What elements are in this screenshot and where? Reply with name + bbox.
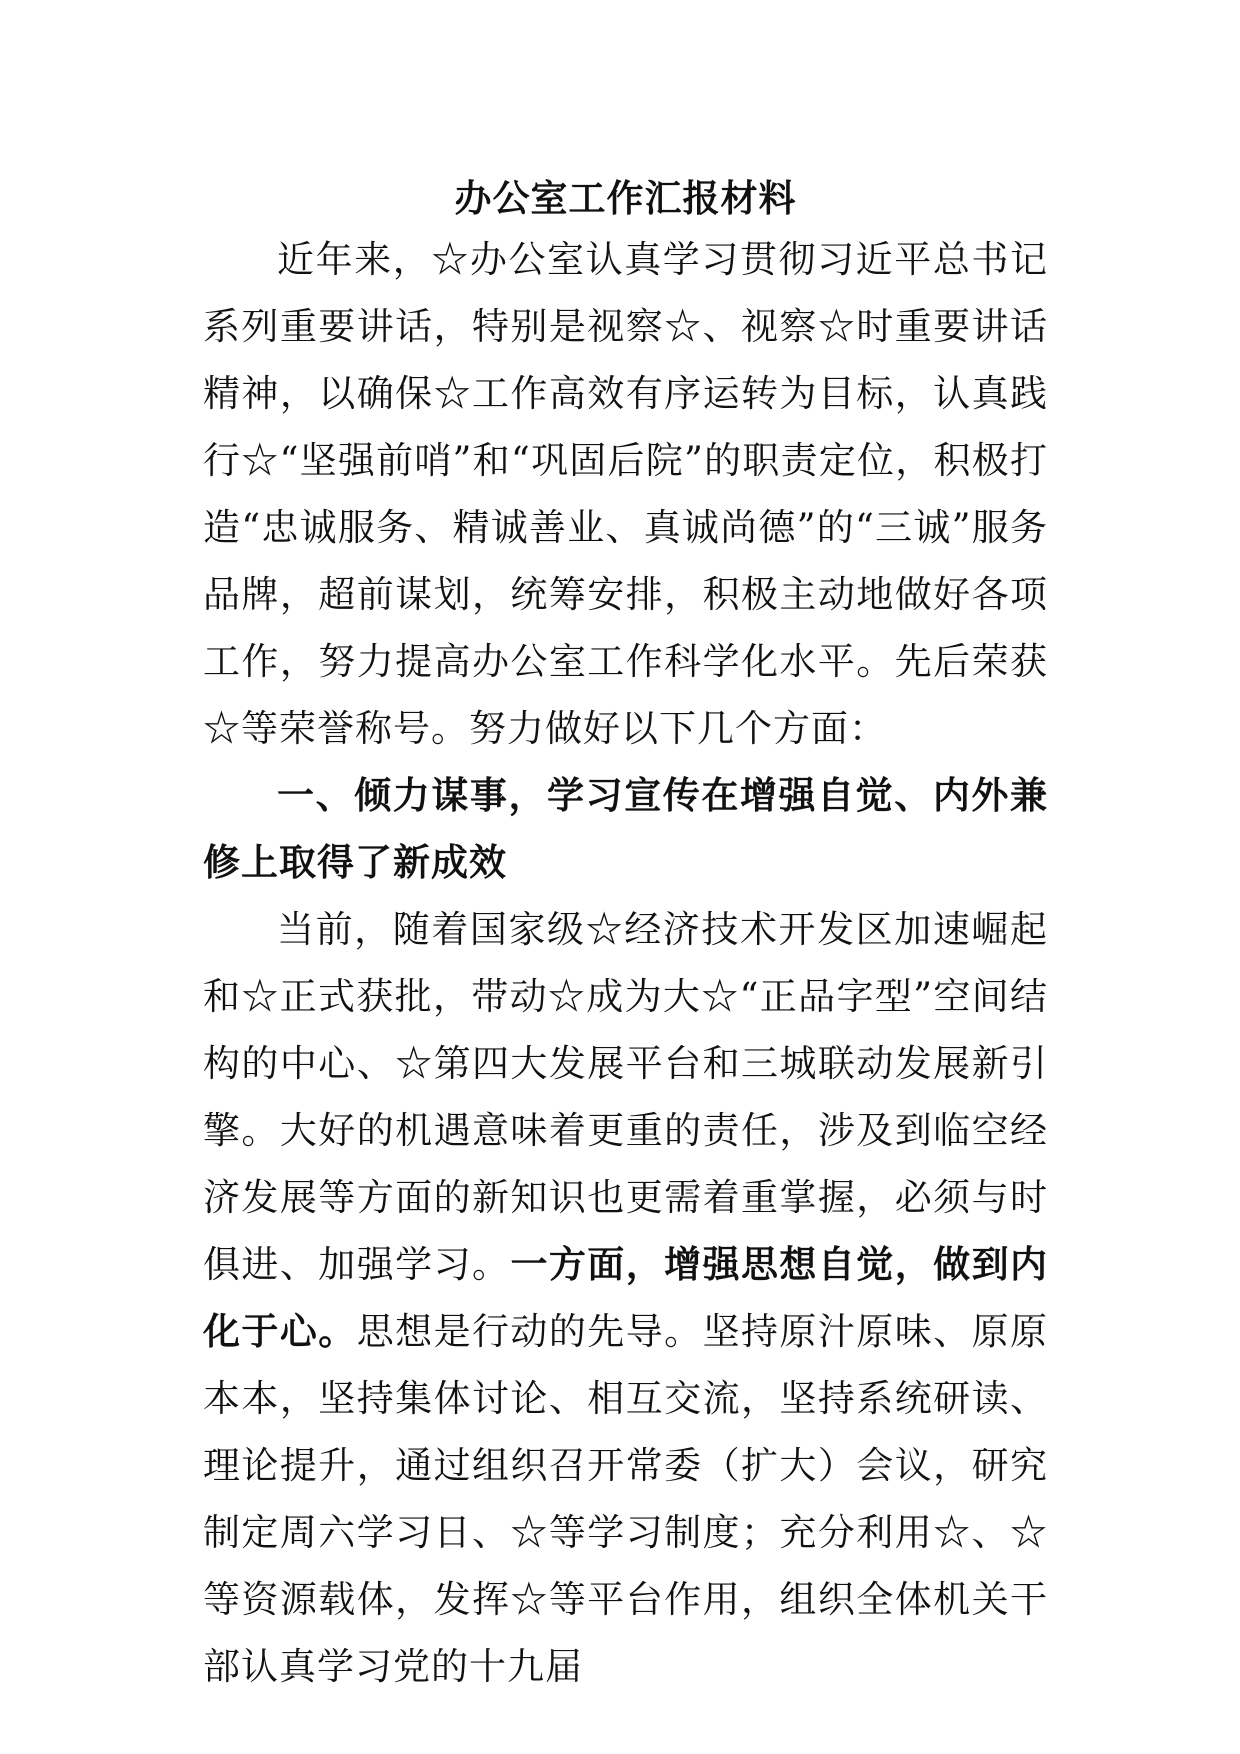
section-1-paragraph xyxy=(203,896,1048,1700)
section-1-bold-lead: 一方面，增强思想自觉，做到内化于心。 xyxy=(203,1242,1049,1353)
section-1-text-part-1: 当前，随着国家级☆经济技术开发区加速崛起和☆正式获批，带动☆成为大☆“正品字型”空间结构的中心、☆第四大发展平台和三城联动发展新引擎。大好的机遇意味着更重的责任，涉及到临空经济发展等方面的新知识也更需着重掌握，必须与时俱进、加强学习。 xyxy=(203,908,1048,1286)
document-page xyxy=(203,170,1048,1700)
intro-paragraph: 近年来，☆办公室认真学习贯彻习近平总书记系列重要讲话，特别是视察☆、视察☆时重要讲话精神，以确保☆工作高效有序运转为目标，认真践行☆“坚强前哨”和“巩固后院”的职责定位，积极打造“忠诚服务、精诚善业、真诚尚德”的“三诚”服务品牌，超前谋划，统筹安排，积极主动地做好各项工作，努力提高办公室工作科学化水平。先后荣获☆等荣誉称号。努力做好以下几个方面： xyxy=(203,238,1048,750)
section-1-heading: 一、倾力谋事，学习宣传在增强自觉、内外兼修上取得了新成效 xyxy=(203,773,1048,884)
document-title: 办公室工作汇报材料 xyxy=(454,176,797,220)
section-1-text-part-2: 思想是行动的先导。坚持原汁原味、原原本本，坚持集体讨论、相互交流，坚持系统研读、理论提升，通过组织召开常委（扩大）会议，研究制定周六学习日、☆等学习制度；充分利用☆、☆等资源载体，发挥☆等平台作用，组织全体机关干部认真学习党的十九届 xyxy=(203,1310,1049,1688)
